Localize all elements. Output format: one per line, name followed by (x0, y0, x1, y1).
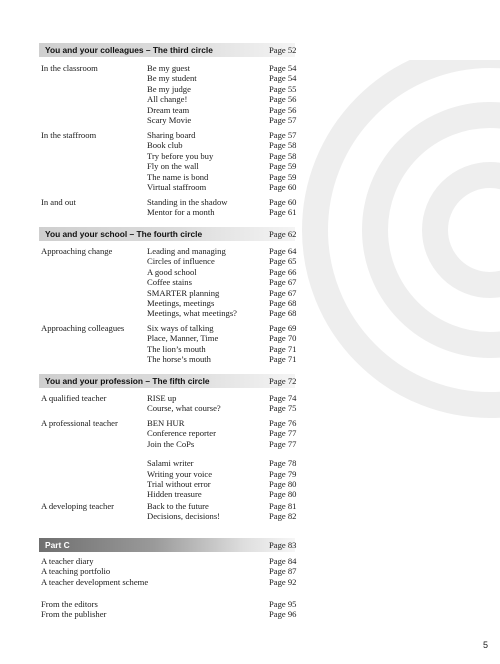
toc-entry-page: Page 76 (269, 418, 297, 428)
toc-entry-page: Page 66 (269, 266, 297, 277)
section-title: You and your school – The fourth circle (45, 229, 203, 239)
toc-entry-title: The lion’s mouth (147, 343, 206, 354)
toc-entry-title: BEN HUR (147, 418, 185, 428)
section-page-number: Page 72 (269, 376, 297, 386)
toc-entry-page: Page 59 (269, 171, 297, 182)
toc-category: A developing teacher (41, 501, 115, 511)
toc-entry-title: Virtual staffroom (147, 182, 207, 192)
toc-entry-title: A teaching portfolio (41, 566, 111, 577)
toc-entry-page: Page 96 (269, 609, 297, 620)
toc-entry-page: Page 58 (269, 150, 297, 161)
toc-entry-title: Circles of influence (147, 256, 215, 267)
toc-entry-title: Back to the future (147, 501, 209, 511)
section-heading-band (39, 43, 295, 57)
toc-entry-page: Page 67 (269, 287, 297, 298)
toc-entry-title: A good school (147, 266, 197, 277)
toc-category: Approaching change (41, 246, 113, 256)
toc-entry-title: The name is bond (147, 171, 209, 182)
section-title: Part C (45, 540, 70, 550)
toc-entry-title: Decisions, decisions! (147, 511, 221, 522)
toc-entry-page: Page 58 (269, 140, 297, 151)
page-number: 5 (482, 640, 488, 650)
section-heading-band (39, 227, 295, 241)
toc-entry-page: Page 67 (269, 277, 297, 288)
toc-category: In the staffroom (41, 130, 97, 140)
toc-entry-page: Page 61 (269, 207, 297, 218)
toc-entry-page: Page 71 (269, 354, 297, 365)
toc-entry-page: Page 68 (269, 298, 297, 308)
toc-entry-title: RISE up (147, 393, 177, 403)
toc-entry-title: SMARTER planning (147, 287, 220, 298)
toc-category: In and out (41, 197, 76, 207)
toc-entry-page: Page 80 (269, 489, 297, 500)
toc-entry-page: Page 57 (269, 115, 297, 125)
section-heading-band (39, 538, 295, 552)
section-page-number: Page 62 (269, 229, 297, 239)
toc-entry-title: Sharing board (147, 130, 196, 140)
toc-entry-page: Page 87 (269, 566, 297, 577)
toc-entry-title: Salami writer (147, 458, 194, 469)
toc-category: A professional teacher (41, 418, 118, 428)
toc-entry-page: Page 78 (269, 458, 297, 469)
toc-entry-title: Conference reporter (147, 428, 216, 439)
toc-entry-title: Be my student (147, 73, 197, 84)
toc-entry-title: All change! (147, 94, 188, 105)
toc-entry-page: Page 56 (269, 94, 297, 105)
toc-category: A qualified teacher (41, 393, 107, 403)
section-title: You and your colleagues – The third circle (45, 45, 213, 55)
toc-entry-page: Page 77 (269, 428, 297, 439)
toc-entry-page: Page 74 (269, 393, 297, 403)
toc-entry-page: Page 57 (269, 130, 297, 140)
toc-entry-title: Dream team (147, 104, 190, 115)
toc-entry-title: Leading and managing (147, 246, 226, 256)
toc-entry-title: Fly on the wall (147, 161, 199, 172)
toc-entry-page: Page 71 (269, 343, 297, 354)
toc-entry-title: The horse’s mouth (147, 354, 211, 365)
toc-entry-title: Meetings, meetings (147, 298, 215, 308)
toc-entry-page: Page 80 (269, 479, 297, 489)
toc-entry-page: Page 60 (269, 197, 297, 207)
toc-entry-title: Scary Movie (147, 115, 192, 125)
toc-entry-page: Page 64 (269, 246, 297, 256)
toc-entry-page: Page 84 (269, 556, 297, 566)
toc-entry-title: A teacher diary (41, 556, 94, 566)
toc-entry-title: Book club (147, 140, 183, 151)
toc-category: In the classroom (41, 63, 98, 73)
toc-entry-title: Place, Manner, Time (147, 333, 219, 344)
toc-entry-page: Page 68 (269, 308, 297, 319)
section-page-number: Page 52 (269, 45, 297, 55)
section-heading-band (39, 374, 295, 388)
toc-entry-title: Coffee stains (147, 277, 192, 288)
toc-entry-title: Six ways of talking (147, 323, 214, 333)
toc-entry-page: Page 95 (269, 599, 297, 609)
toc-entry-page: Page 59 (269, 161, 297, 172)
toc-entry-page: Page 55 (269, 83, 297, 94)
toc-entry-page: Page 54 (269, 73, 297, 84)
toc-entry-title: Writing your voice (147, 468, 213, 479)
toc-entry-title: From the editors (41, 599, 98, 609)
toc-entry-title: From the publisher (41, 609, 107, 620)
toc-entry-page: Page 79 (269, 468, 297, 479)
toc-entry-title: Trial without error (147, 479, 211, 489)
toc-entry-page: Page 75 (269, 403, 297, 414)
toc-entry-title: Try before you buy (147, 150, 214, 161)
toc-entry-page: Page 60 (269, 182, 297, 192)
toc-entry-title: Join the CoPs (147, 438, 195, 449)
toc-entry-page: Page 92 (269, 576, 297, 587)
toc-entry-title: Mentor for a month (147, 207, 215, 218)
section-title: You and your profession – The fifth circle (45, 376, 210, 386)
toc-entry-page: Page 54 (269, 63, 297, 73)
toc-entry-title: Be my guest (147, 63, 190, 73)
toc-entry-page: Page 69 (269, 323, 297, 333)
section-page-number: Page 83 (269, 540, 297, 550)
toc-entry-page: Page 81 (269, 501, 297, 511)
toc-entry-title: Standing in the shadow (147, 197, 228, 207)
toc-entry-title: Be my judge (147, 83, 191, 94)
toc-entry-page: Page 70 (269, 333, 297, 344)
toc-entry-title: Meetings, what meetings? (147, 308, 237, 319)
toc-entry-page: Page 82 (269, 511, 297, 522)
toc-entry-page: Page 65 (269, 256, 297, 267)
toc-category: Approaching colleagues (41, 323, 125, 333)
toc-entry-page: Page 77 (269, 438, 297, 449)
toc-entry-page: Page 56 (269, 104, 297, 115)
toc-entry-title: Course, what course? (147, 403, 221, 414)
toc-entry-title: A teacher development scheme (41, 576, 149, 587)
toc-entry-title: Hidden treasure (147, 489, 202, 500)
